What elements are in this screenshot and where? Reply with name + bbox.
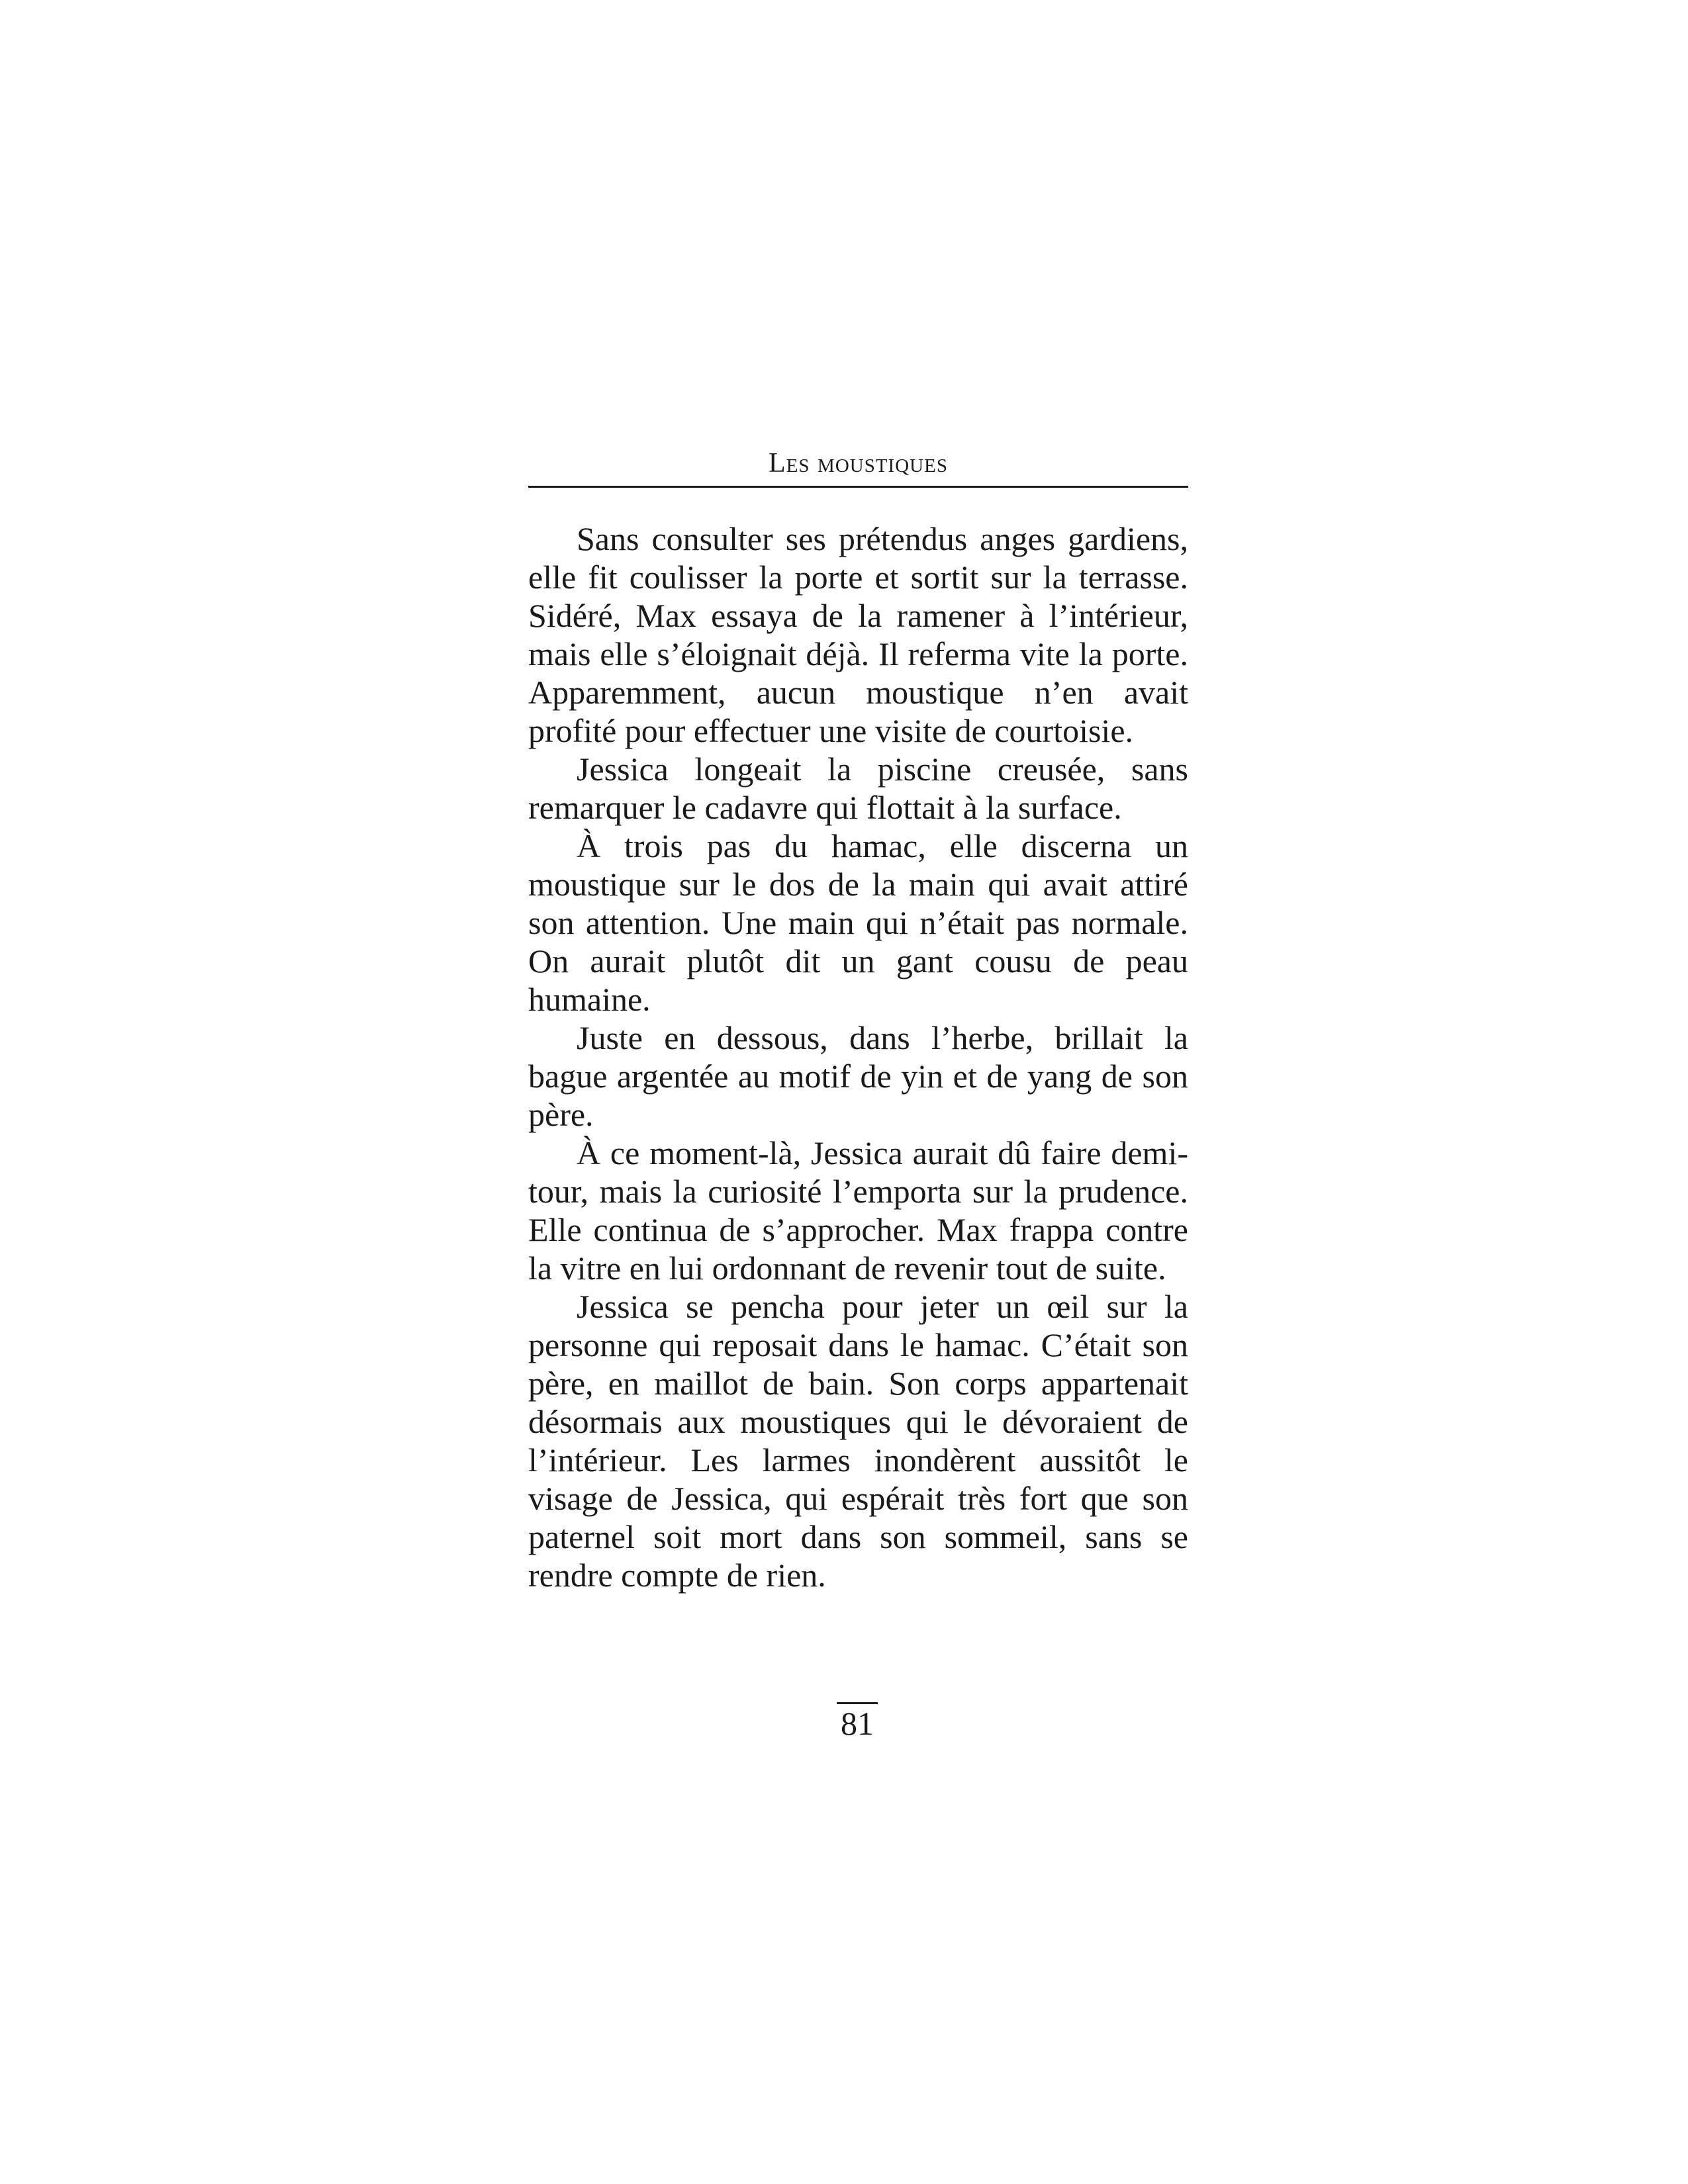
running-head bbox=[528, 443, 1188, 483]
paragraph: Jessica se pencha pour jeter un œil sur la personne qui reposait dans le hamac. C’était son père, en maillot de bain. Son corps appartenait désormais aux moustiques qui le dévoraient de l’intérieur. Les larmes inondèrent aussitôt le visage de Jessica, qui espérait très fort que son paternel soit mort dans son sommeil, sans se rendre compte de rien. bbox=[528, 1288, 1188, 1594]
paragraph: À trois pas du hamac, elle discerna un moustique sur le dos de la main qui avait attiré son attention. Une main qui n’était pas normale. On aurait plutôt dit un gant cousu de peau humaine. bbox=[528, 827, 1188, 1018]
paragraph: Juste en dessous, dans l’herbe, brillait la bague argentée au motif de yin et de yang de son père. bbox=[528, 1019, 1188, 1133]
page-number-label: 81 bbox=[837, 1702, 878, 1743]
body-text bbox=[528, 520, 1188, 1594]
page-number bbox=[778, 1702, 937, 1743]
paragraph: Sans consulter ses prétendus anges gardiens, elle fit coulisser la porte et sortit sur la terrasse. Sidéré, Max essaya de la ramener à l’intérieur, mais elle s’éloignait déjà. Il referma vite la porte. Apparemment, aucun moustique n’en avait profité pour effectuer une visite de courtoisie. bbox=[528, 520, 1188, 749]
paragraph: Jessica longeait la piscine creusée, sans remarquer le cadavre qui flottait à la surface. bbox=[528, 751, 1188, 826]
running-title: Les moustiques bbox=[769, 448, 948, 478]
paragraph: À ce moment-là, Jessica aurait dû faire demi-tour, mais la curiosité l’emporta sur la prudence. Elle continua de s’approcher. Max frappa contre la vitre en lui ordonnant de revenir tout de suite. bbox=[528, 1134, 1188, 1287]
header-rule bbox=[528, 486, 1188, 488]
